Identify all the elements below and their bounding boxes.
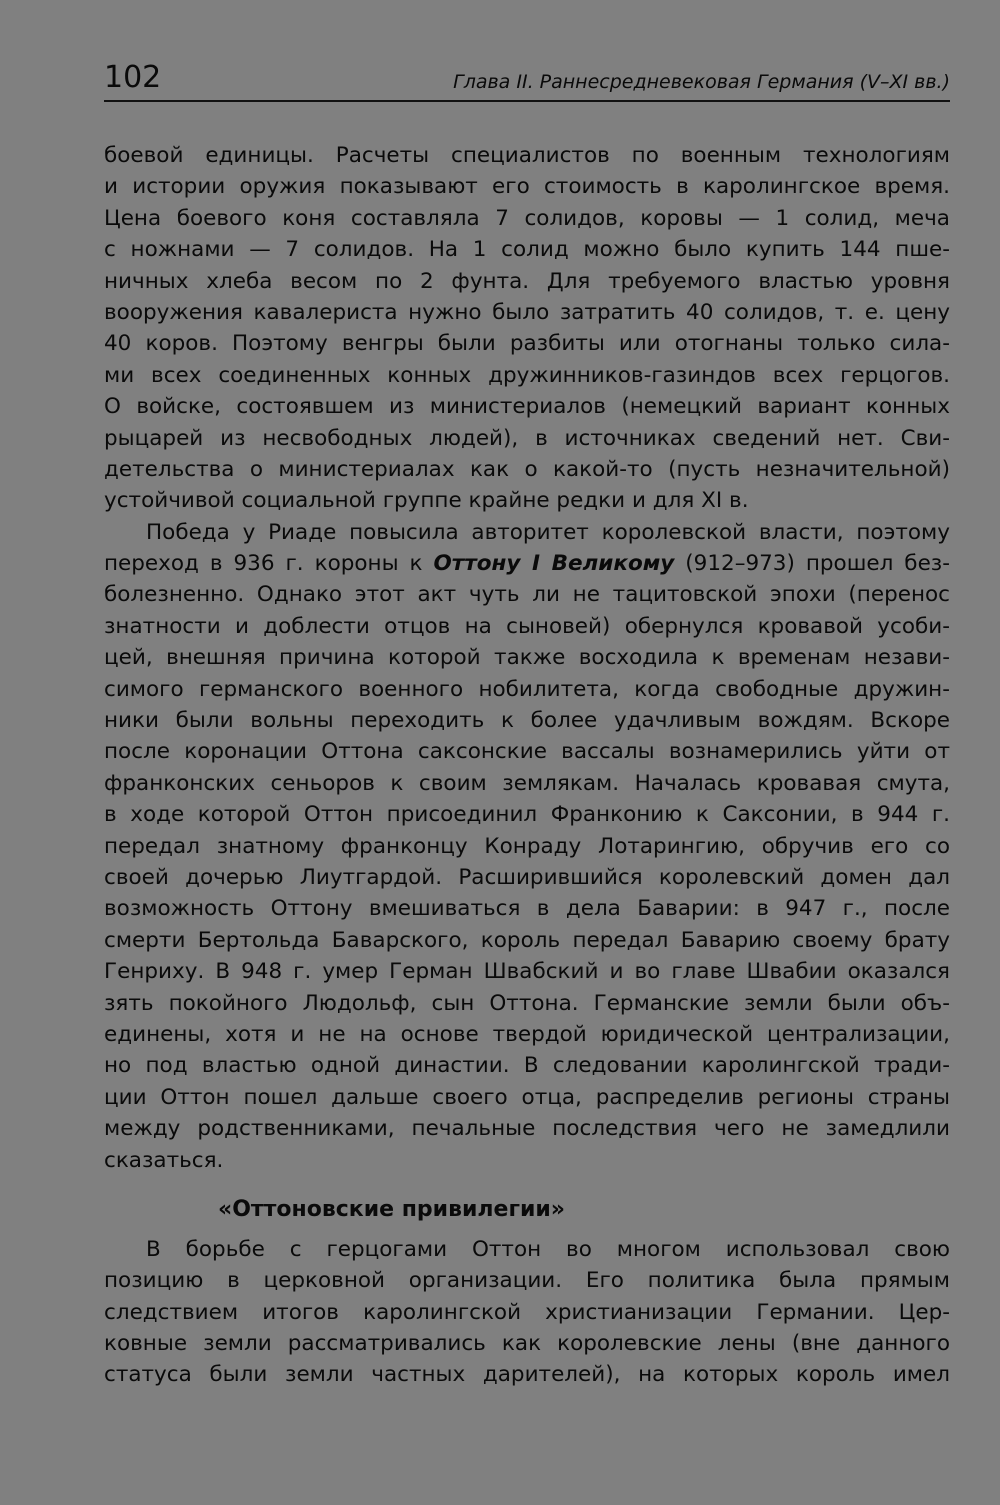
text-line: 40 коров. Поэтому венгры были разбиты или отогнаны только сила- [104,331,950,357]
text-line: франконских сеньоров к своим землякам. Началась кровавая смута, [104,770,950,796]
text-line: сказаться. [104,1147,224,1173]
text-line: возможность Оттону вмешиваться в дела Баварии: в 947 г., после [104,896,950,922]
text-line [104,548,950,579]
text-line: после коронации Оттона саксонские вассалы вознамерились уйти от [104,739,950,765]
text-line: между родственниками, печальные последствия чего не замедлили [104,1116,950,1142]
running-title: Глава II. Раннесредневековая Германия (V–XI вв.) [453,71,950,93]
text-line: О войске, состоявшем из министериалов (немецкий вариант конных [104,394,950,420]
text-line: статуса были земли частных дарителей), на которых король имел [104,1362,950,1388]
paragraph [104,1234,950,1391]
text-line: в ходе которой Оттон присоединил Франконию к Саксонии, в 944 г. [104,802,950,828]
text-line: своей дочерью Лиутгардой. Расширившийся королевский домен дал [104,864,950,890]
text-line: ции Оттон пошел дальше своего отца, распределив регионы страны [104,1084,950,1110]
text-line: ники были вольны переходить к более удачливым вождям. Вскоре [104,708,950,734]
page-header [104,58,950,102]
text-line: единены, хотя и не на основе твердой юридической централизации, [104,1021,950,1047]
page-number: 102 [104,60,162,95]
text-line: с ножнами — 7 солидов. На 1 солид можно было купить 144 пше- [104,237,950,263]
text-line: рыцарей из несвободных людей), в источниках сведений нет. Сви- [104,425,950,451]
text-line: симого германского военного нобилитета, когда свободные дружин- [104,676,950,702]
body-text [104,140,950,1391]
text-line: смерти Бертольда Баварского, король передал Баварию своему брату [104,927,950,953]
text-line: Победа у Риаде повысила авторитет королевской власти, поэтому [146,519,950,545]
text-line: следствием итогов каролингской христианизации Германии. Цер- [104,1299,950,1325]
text-line: Цена боевого коня составляла 7 солидов, коровы — 1 солид, меча [104,205,950,231]
text-line: знатности и доблести отцов на сыновей) обернулся кровавой усоби- [104,613,950,639]
text-line: В борьбе с герцогами Оттон во многом использовал свою [146,1236,950,1262]
text-fragment: переход в 936 г. короны к [104,551,434,577]
book-page [104,58,950,1391]
text-line: позицию в церковной организации. Его политика была прямым [104,1268,950,1294]
text-line: ковные земли рассматривались как королевские лены (вне данного [104,1331,950,1357]
text-fragment: (912–973) прошел без- [674,551,950,577]
paragraph [104,140,950,517]
emphasized-name: Оттону I Великому [433,551,675,577]
text-line: устойчивой социальной группе крайне редки и для XI в. [104,488,749,514]
text-line: цей, внешняя причина которой также восходила к временам незави- [104,645,950,671]
text-line: передал знатному франконцу Конраду Лотарингию, обручив его со [104,833,950,859]
text-line: но под властью одной династии. В следовании каролингской тради- [104,1053,950,1079]
paragraph [104,517,950,1176]
text-line: ничных хлеба весом по 2 фунта. Для требуемого властью уровня [104,268,950,294]
text-line: вооружения кавалериста нужно было затратить 40 солидов, т. е. цену [104,299,950,325]
text-line: ми всех соединенных конных дружинников-газиндов всех герцогов. [104,362,950,388]
text-line: и истории оружия показывают его стоимость в каролингское время. [104,174,950,200]
text-line: Генриху. В 948 г. умер Герман Швабский и во главе Швабии оказался [104,959,950,985]
section-heading: «Оттоновские привилегии» [218,1196,566,1222]
text-line: боевой единицы. Расчеты специалистов по военным технологиям [104,143,950,168]
text-line: болезненно. Однако этот акт чуть ли не тацитовской эпохи (перенос [104,582,950,608]
text-line: зять покойного Людольф, сын Оттона. Германские земли были объ- [104,990,950,1016]
text-line: детельства о министериалах как о какой-то (пусть незначительной) [104,456,950,482]
